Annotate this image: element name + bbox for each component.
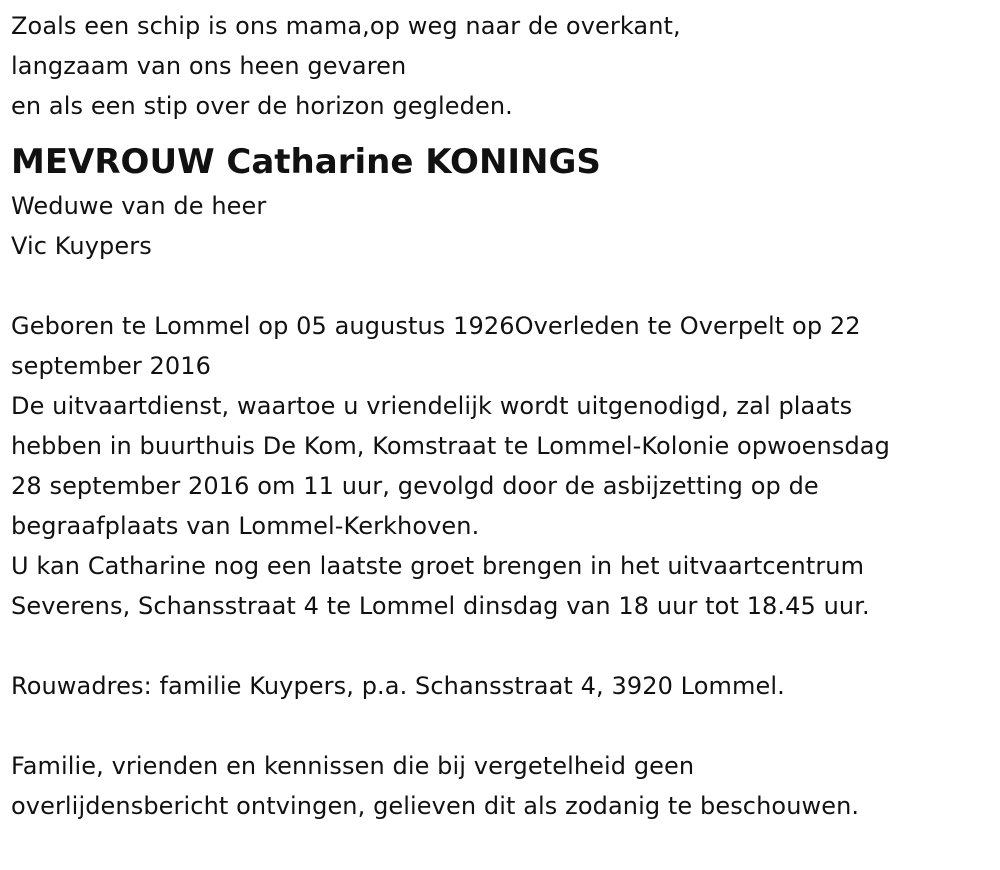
details-line: 28 september 2016 om 11 uur, gevolgd door de asbijzetting op de bbox=[11, 472, 819, 500]
closing-line: Familie, vrienden en kennissen die bij vergetelheid geen bbox=[11, 752, 695, 780]
relation-line: Weduwe van de heer bbox=[11, 192, 267, 220]
poem-block bbox=[11, 6, 991, 126]
closing-line: overlijdensbericht ontvingen, gelieven dit als zodanig te beschouwen. bbox=[11, 792, 860, 820]
details-line: september 2016 bbox=[11, 352, 212, 380]
poem-line: langzaam van ons heen gevaren bbox=[11, 52, 407, 80]
details-line: U kan Catharine nog een laatste groet brengen in het uitvaartcentrum bbox=[11, 552, 865, 580]
poem-line: en als een stip over de horizon gegleden. bbox=[11, 92, 513, 120]
mourning-address: Rouwadres: familie Kuypers, p.a. Schansstraat 4, 3920 Lommel. bbox=[11, 672, 785, 700]
details-line: Severens, Schansstraat 4 te Lommel dinsdag van 18 uur tot 18.45 uur. bbox=[11, 592, 870, 620]
spacer bbox=[11, 706, 991, 746]
relation-line: Vic Kuypers bbox=[11, 232, 152, 260]
details-line: De uitvaartdienst, waartoe u vriendelijk wordt uitgenodigd, zal plaats bbox=[11, 392, 853, 420]
details-line: begraafplaats van Lommel-Kerkhoven. bbox=[11, 512, 480, 540]
obituary-notice bbox=[11, 6, 991, 826]
details-line: hebben in buurthuis De Kom, Komstraat te Lommel-Kolonie opwoensdag bbox=[11, 432, 890, 460]
closing-block bbox=[11, 746, 991, 826]
spacer bbox=[11, 626, 991, 666]
relation-block bbox=[11, 186, 991, 266]
poem-line: Zoals een schip is ons mama,op weg naar de overkant, bbox=[11, 12, 681, 40]
deceased-name-heading: MEVROUW Catharine KONINGS bbox=[11, 142, 601, 182]
details-line: Geboren te Lommel op 05 augustus 1926Overleden te Overpelt op 22 bbox=[11, 312, 861, 340]
details-block bbox=[11, 306, 991, 626]
spacer bbox=[11, 266, 991, 306]
